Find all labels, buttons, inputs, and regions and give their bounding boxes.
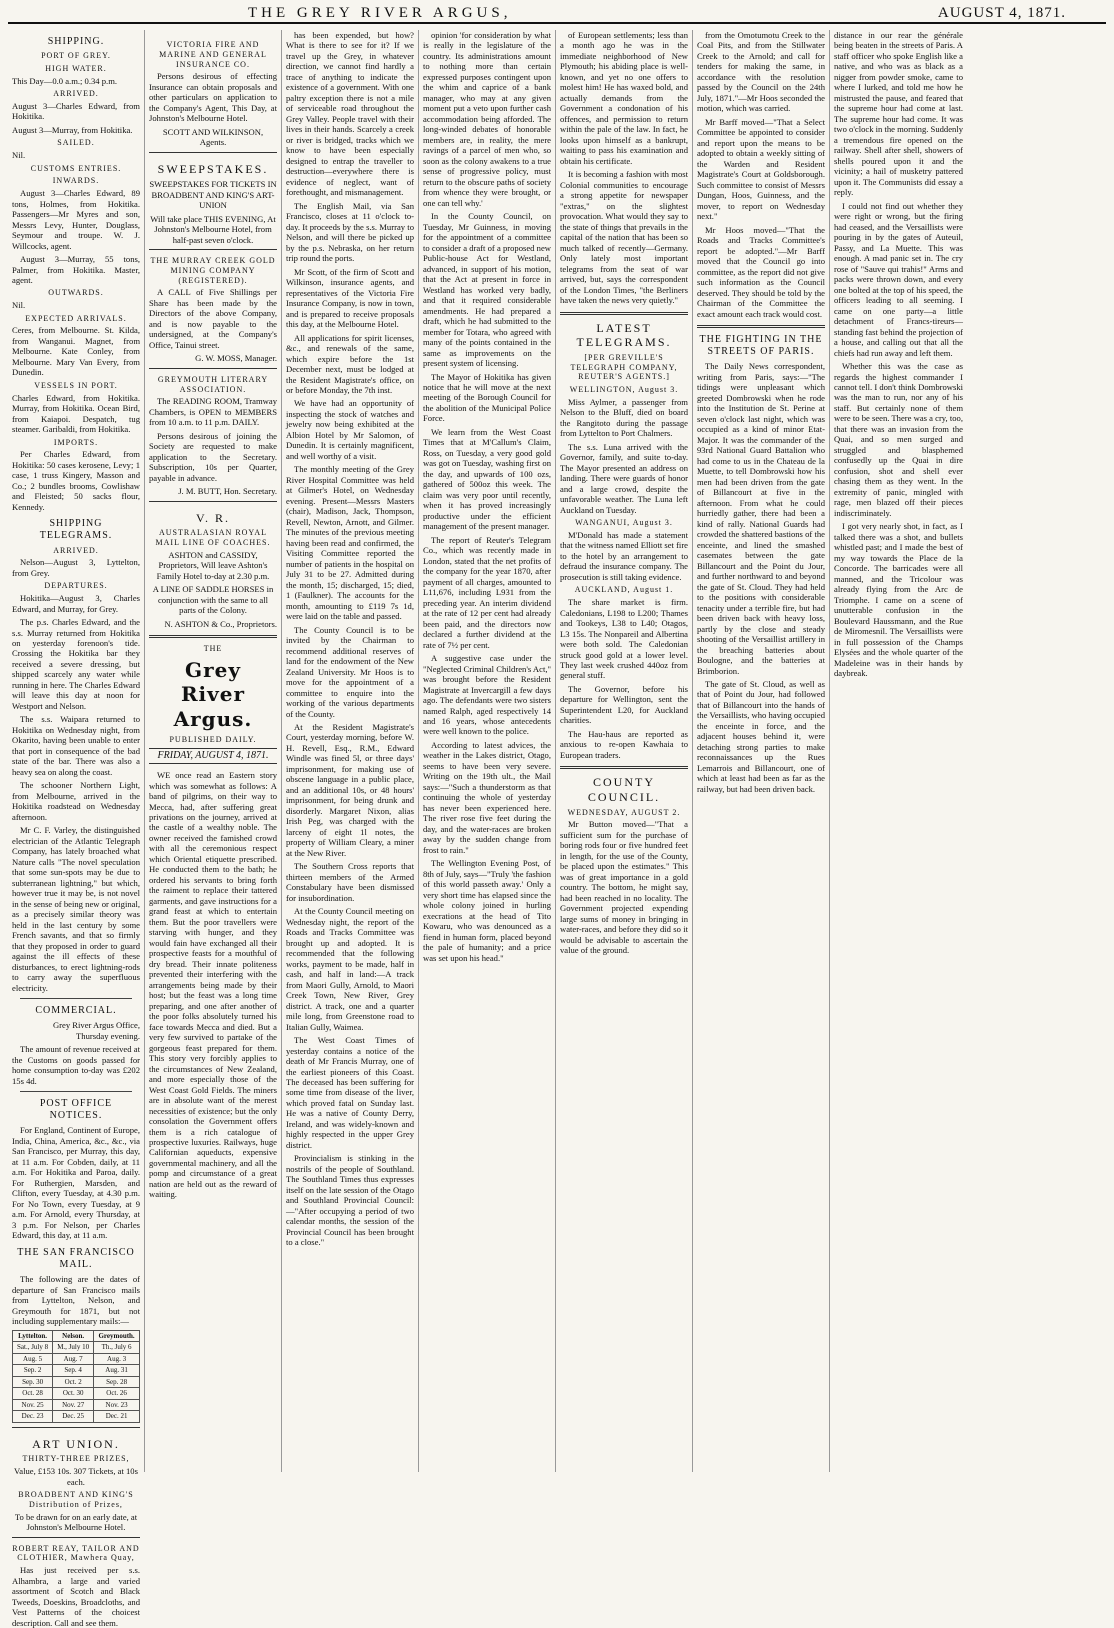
divider	[697, 325, 825, 328]
table-row	[13, 1353, 140, 1365]
column-1	[8, 30, 145, 1628]
divider	[20, 1091, 132, 1092]
article-paragraph: I got very nearly shot, in fact, as I talked there was a shot, and bullets whistled past; and I made the best of my way towards the Place de la Concorde. The barricades were all manned, and the Tricolour was already flying from the Arc de Triomphe. I came on a scene of unutterable confusion in the Boulevard Haussmann, and the Rue de Miromesnil. The Versaillists were in full possession of the Champs Elysées and the whole quarter of the Madeleine was in their hands by daybreak.	[834, 521, 963, 679]
latest-telegrams-subheading: [PER GREVILLE'S TELEGRAPH COMPANY, REUTER'S AGENTS.]	[570, 352, 678, 382]
table-cell: Nov. 27	[53, 1399, 94, 1411]
vr-heading: V. R.	[195, 510, 231, 525]
shipping-telegrams-arrived: ARRIVED.	[53, 545, 99, 555]
imports-text: Per Charles Edward, from Hokitika: 50 cases kerosene, Levy; 1 case, 1 truss Kingery, Masson and Co.; 2 bundles brooms, Cowlishaw and Fleisted; 50 sacks flour, Kennedy.	[12, 449, 140, 512]
inwards-text: August 3—Charles Edward, 89 tons, Holmes, from Hokitika. Passengers—Mr Myres and son, Messrs Levy, Hunter, Douglass, Seymour and troupe. W. J. Willcocks, agent.	[12, 188, 140, 251]
commercial-office: Grey River Argus Office, Thursday evening.	[52, 1020, 140, 1041]
article-paragraph: The County Council is to be invited by the Chairman to recommend additional reserves of land for the endowment of the New Zealand University. Mr Hoos is to move for the appointment of a committee to enquire into the working of the various departments of the County.	[286, 624, 414, 719]
art-union-ad	[12, 1427, 140, 1533]
table-cell: Sep. 2	[13, 1365, 53, 1377]
article-paragraph: I could not find out whether they were right or wrong, but the firing had ceased, and the Versaillists were pouring in by the gates of Auteuil, Passy, and La Muette. This was enough. A mad panic set in. The cry rose of "Sauve qui trahis!" Arms and packs were thrown down, and every one bolted at the top of his speed, the officers leading to all seeming. I came on one party—a little detachment of Francs-tireurs—standing fast behind the projection of a house, and calling out that all the chiefs had run away and left them.	[834, 200, 963, 358]
arrived-heading: ARRIVED.	[53, 89, 99, 99]
sweepstakes-ad	[149, 152, 277, 246]
fighting-heading: THE FIGHTING IN THE STREETS OF PARIS.	[699, 334, 823, 358]
royal-mail-text: ASHTON and CASSIDY, Proprietors, Will leave Ashton's Family Hotel to-day at 2.30 p.m.	[156, 549, 270, 581]
fighting-text: The Daily News correspondent, writing from Paris, says:—"The tidings were unpleasant which greeted Dombrowski when he rode into the Institution de St. Perine at seven o'clock last night, which was occupied as a kind of minor Etat-Major. It was the commander of the 93rd National Guard Battalion who had come to us in the Chateau de la Muette, to tell Dombrowski how his men had been driven from the gate of Billancourt at five in the afternoon. From what he could hurriedly gather, there had been a kind of rally. National Guards had crowded the shattered bastions of the enceinte, and lined the smashed casemates between the gate Billancourt and the Point du Jour, and further northward to and beyond the gate of St. Cloud. They had held to the positions with considerable tenacity under a terrible fire, but had been driven back with heavy loss, partly by the close and steady shooting of the Versaillist artillery in the breaching batteries about Boulogne, and the batteries at Brimborion.	[697, 361, 825, 676]
table-row	[13, 1376, 140, 1388]
mail-schedule-table	[12, 1330, 140, 1423]
broadbent-heading: BROADBENT AND KING'S Distribution of Prizes,	[18, 1490, 134, 1509]
library-ad	[149, 368, 277, 497]
table-header: Lyttelton.	[13, 1330, 53, 1342]
table-row	[13, 1365, 140, 1377]
prizes-heading: THIRTY-THREE PRIZES,	[22, 1454, 130, 1464]
gold-mining-heading: THE MURRAY CREEK GOLD MINING COMPANY (REGISTERED).	[150, 256, 276, 285]
table-cell: Dec. 25	[53, 1411, 94, 1423]
saddle-text: A LINE OF SADDLE HORSES in conjunction with the same to all parts of the Colony.	[152, 584, 274, 616]
tailor-heading: ROBERT REAY, TAILOR AND CLOTHIER, Mawhera Quay,	[12, 1543, 140, 1563]
table-cell: Th., July 6	[94, 1342, 140, 1354]
table-cell: Aug. 3	[94, 1353, 140, 1365]
article-paragraph: The monthly meeting of the Grey River Hospital Committee was held at Gilmer's Hotel, on Wednesday evening. Present—Messrs Masters (chair), Madison, Jack, Thompson, Revell, Newton, Arnott, and Gilmer. The minutes of the previous meeting having been read and confirmed, the Visiting Committee reported the number of patients in the hospital on July 31 to be 27. Admitted during the month, 15; discharged, 15; died, 1 (Faulkner). The accounts for the month, amounting to £119 7s 1d, were laid on the table and passed.	[286, 464, 414, 622]
county-council-heading: COUNTY COUNCIL.	[587, 775, 661, 804]
sf-mail-heading: THE SAN FRANCISCO MAIL.	[17, 1246, 135, 1270]
insurance-heading: VICTORIA FIRE AND MARINE AND GENERAL INSURANCE CO.	[159, 40, 267, 69]
table-cell: Dec. 21	[94, 1411, 140, 1423]
table-cell: Sat., July 8	[13, 1342, 53, 1354]
table-row	[13, 1342, 140, 1354]
gold-mining-text: A CALL of Five Shillings per Share has been made by the Directors of the above Company, and is now payable to the undersigned, at the Company's Office, Tainui street.	[149, 287, 277, 350]
port-heading: PORT OF GREY.	[41, 51, 111, 61]
shipping-para-2: The s.s. Waipara returned to Hokitika on Wednesday night, from Okarito, having been unable to enter that port in consequence of the bad state of the bar. There was also a heavy sea on along the coast.	[12, 714, 140, 777]
sweepstakes-heading: SWEEPSTAKES.	[157, 161, 269, 176]
auckland-dateline: AUCKLAND, August 1.	[574, 585, 674, 595]
tailor-text: Has just received per s.s. Alhambra, a large and varied assortment of Scotch and Black Tweeds, Doeskins, Broadcloths, and Vest Patterns of the choicest description. Call and see them.	[12, 1565, 140, 1628]
shipping-telegrams-heading: SHIPPING TELEGRAMS.	[39, 518, 113, 542]
telegram-text: M'Donald has made a statement that the witness named Elliott set fire to the hotel by an arrangement to defraud the insurance company. The prosecution is still taking evidence.	[560, 529, 688, 582]
wanganui-dateline: WANGANUI, August 3.	[575, 518, 673, 528]
table-cell: Sep. 28	[94, 1376, 140, 1388]
article-paragraph: All applications for spirit licenses, &c., and renewals of the same, which expire before the 1st December next, must be lodged at the Resident Magistrate's office, on or before Monday, the 7th inst.	[286, 332, 414, 395]
article-paragraph: distance in our rear the générale being beaten in the streets of Paris. A staff officer who spoke English like a native, and who was as black as a nigger from powder smoke, came to where I lurked, and told me how he mistrusted the pause, and feared that the supreme hour had come at last. The supreme hour had come. It was two o'clock in the morning. Suddenly a tremendous fire opened on the railway. Shell after shell, showers of shells poured upon it and the vicinity; a hail of musketry pattered upon it. The Communists did essay a reply.	[834, 30, 964, 198]
article-paragraph: Mr Hoos moved—"That the Roads and Tracks Committee's report be adopted."—Mr Barff moved that the Council go into committee, as the report did not give such information as the Council deserved. They should be told by the Chairman of the Committee the exact amount each track would cost.	[697, 224, 825, 319]
columns	[8, 30, 1106, 1628]
commercial-heading: COMMERCIAL.	[35, 1004, 117, 1016]
article-paragraph: The English Mail, via San Francisco, closes at 11 o'clock to-day. It proceeds by the s.s. Murray to Nelson, and will there be picked up by the p.s. Nebraska, on her return trip round the ports.	[286, 200, 414, 264]
nameplate-the: THE	[203, 644, 223, 654]
article-paragraph: The Southern Cross reports that thirteen members of the Armed Constabulary have been dismissed for insubordination.	[286, 861, 414, 903]
inwards-heading: INWARDS.	[52, 176, 100, 186]
masthead	[8, 4, 1106, 24]
shipping-telegrams-text: Nelson—August 3, Lyttelton, from Grey.	[12, 557, 140, 578]
county-council-text: Mr Button moved—"That a sufficient sum for the purchase of boring rods four or five hundred feet in length, for the use of the County, be placed upon the estimates." This was of great importance in a gold country. The bottom, he might say, had been reached in no locality. The Government projected expending large sums of money in bringing in water-races, and before they did so it would be advisable to ascertain the value of the ground.	[560, 819, 688, 956]
table-header: Greymouth.	[94, 1330, 140, 1342]
article-paragraph: Mr Barff moved—"That a Select Committee be appointed to consider and report upon the means to be adopted to obtain a weekly sitting of the Warden and Resident Magistrate's Court at Goldsborough. Such committee to consist of Messrs Dungan, Hoos, Guinness, and the mover, to report on Wednesday next."	[697, 116, 825, 222]
commercial-text: The amount of revenue received at the Customs on goods passed for home consumption to-day was £202 15s 4d.	[12, 1044, 140, 1086]
broadbent-text: To be drawn for on an early date, at Johnston's Melbourne Hotel.	[14, 1511, 138, 1533]
wellington-dateline: WELLINGTON, August 3.	[569, 385, 679, 395]
vessels-text: Charles Edward, from Hokitika. Murray, from Hokitika. Ocean Bird, from Kaiapoi. Despatch, tug steamer. Garibaldi, from Hokitika.	[12, 392, 140, 435]
post-office-heading: POST OFFICE NOTICES.	[39, 1098, 113, 1122]
table-cell: Aug. 7	[53, 1353, 94, 1365]
telegram-text: Miss Aylmer, a passenger from Nelson to the Bluff, died on board the Rangitoto during the passage from Lyttelton to Port Chalmers.	[560, 396, 688, 439]
table-row	[13, 1388, 140, 1400]
divider	[20, 998, 132, 999]
sailed-heading: SAILED.	[57, 138, 95, 148]
outwards-text: Nil.	[12, 300, 26, 311]
expected-text: Ceres, from Melbourne. St. Kilda, from Wanganui. Magnet, from Melbourne. Kate Conley, from Melbourne. Mary Van Every, from Dunedin.	[12, 325, 140, 378]
sailed-text: Nil.	[12, 150, 26, 161]
insurance-agents: SCOTT AND WILKINSON, Agents.	[162, 126, 264, 148]
column-4	[419, 30, 556, 1472]
article-paragraph: The report of Reuter's Telegram Co., which was recently made in London, stated that the net profits of the company for the year 1870, after payment of all charges, amounted to L11,676, including L931 from the preceding year. An interim dividend at the rate of 12 per cent had already been paid, and the directors now declared a further dividend at the rate of 7½ per cent.	[423, 534, 551, 650]
article-paragraph: A suggestive case under the "Neglected Criminal Children's Act," was brought before the Resident Magistrate at Invercargill a few days ago. The defendants were two sisters named Ralph, aged respectively 14 and 16 years, whose antecedents were well known to the police.	[423, 653, 551, 737]
article-paragraph: The Wellington Evening Post, of 8th of July, says—"Truly 'the fashion of this world passeth away.' Only a very short time has elapsed since the whole colony joined in hurling execrations at the head of Tito Kowaru, who was denounced as a fiend in human form, placed beyond the pale of humanity; and a price was set upon his head."	[423, 858, 551, 963]
tailor-ad	[12, 1537, 140, 1628]
article-paragraph: In the County Council, on Tuesday, Mr Guinness, in moving for the appointment of a committee to consider a draft of a proposed new Public-house Act for Westland, advanced, in support of his motion, that the Act at present in force in Westland has worked very badly, and that it required considerable amendments. He had prepared a draft, which he had submitted to the member for Totara, who agreed with many of the points contained in the same as improvements on the present system of licensing.	[423, 211, 551, 369]
table-cell: Aug. 31	[94, 1365, 140, 1377]
table-header-row	[13, 1330, 140, 1342]
insurance-text: Persons desirous of effecting Insurance can obtain proposals and other particulars on application to the Company's Agent, This Day, at Johnston's Melbourne Hotel.	[149, 71, 277, 124]
article-paragraph: We have had an opportunity of inspecting the stock of watches and jewelry now being exhibited at the Albion Hotel by Mr Salomon, of Dunedin. It is certainly magnificent, and well worthy of a visit.	[286, 398, 414, 461]
telegram-text: The s.s. Luna arrived with the Governor, family, and suite to-day. The Mayor presented an address on landing. There were guards of honor and a large crowd, despite the unfavorable weather. The Luna left Auckland on Tuesday.	[560, 441, 688, 515]
article-paragraph: of European settlements; less than a month ago he was in the immediate neighborhood of New Plymouth; his abiding place is well-known, and yet no one offers to molest him! He has waxed bold, and actually demands from the Government a condonation of his offences, and permission to return within the pale of the law. In fact, he looks upon himself as a bankrupt, waiting to pass his examination and obtain his certificate.	[560, 30, 688, 166]
issue-date: AUGUST 4, 1871.	[937, 4, 1066, 21]
imports-heading: IMPORTS.	[53, 437, 99, 447]
insurance-ad	[149, 34, 277, 148]
high-water-heading: HIGH WATER.	[45, 63, 107, 73]
newspaper-title: THE GREY RIVER ARGUS,	[248, 4, 512, 21]
article-paragraph: Mr Scott, of the firm of Scott and Wilkinson, insurance agents, and representatives of the Victoria Fire Insurance Company, is now in town, and is prepared to receive proposals this day, at the Melbourne Hotel.	[286, 266, 414, 330]
column-7	[830, 30, 967, 1472]
library-text: The READING ROOM, Tramway Chambers, is OPEN to MEMBERS from 10 a.m. to 11 p.m. DAILY.	[149, 396, 277, 428]
published-daily: PUBLISHED DAILY.	[169, 735, 257, 745]
article-paragraph: The West Coast Times of yesterday contains a notice of the death of Mr Francis Murray, one of the earliest pioneers of this Coast. The deceased has been suffering for some time from disease of the liver, which proved fatal on Sunday last. He was a native of County Derry, Ireland, and was widely-known and highly respected in the upper Grey district.	[286, 1035, 414, 1150]
table-cell: M., July 10	[53, 1342, 94, 1354]
table-cell: Nov. 25	[13, 1399, 53, 1411]
article-paragraph: Whether this was the case as regards the highest commander I cannot tell. I don't think Dombrowski was the man to run, nor any of his staff. But certainly none of them were to be seen. There was a cry, too, that there was an invasion from the Quai, and so men surged and struggled and blasphemed confusedly up the Quai in dire confusion, shot and shell ever chasing them as they went. In the extremity of panic, mingled with rage, men blazed off their pieces indiscriminately.	[834, 361, 964, 518]
high-water-text: This Day—0.0 a.m.; 0.34 p.m.	[12, 75, 118, 86]
county-council-date: WEDNESDAY, AUGUST 2.	[567, 807, 681, 817]
divider	[560, 766, 688, 769]
leader-article: WE once read an Eastern story which was somewhat as follows: A band of pilgrims, on their way to Mecca, had, after suffering great privations on the journey, arrived at the castle of a wealthy noble. The owner received the famished crowd with all the ceremonious respect which Oriental etiquette prescribed. He conducted them to the bath; he ordered his servants to bring forth the raiment to replace their tattered garments, and gave instructions for a grand feast at which to entertain them. But the poor travellers were starving with hunger, and they would fain have exchanged all their prospective feasts for a mouthful of dry bread. Their innate politeness prevented their interfering with the arrangements being made by their host; but the feast was a long time preparing, and one after another of the poor folks absolutely turned his face towards Mecca and died. But a very few survived to partake of the gorgeous feast prepared for them. This story very forcibly applies to the circumstances of New Zealand, and more especially those of the West Coast Gold Fields. The miners are in absolute want of the merest necessities of existence; but the only consolation the Government offers them is a rich catalogue of prospective luxuries. Railways, huge Californian aqueducts, expensive governmental machinery, and all the pomp and circumstance of a great nation are held out as the reward of waiting.	[149, 770, 277, 1200]
sweepstakes-text: SWEEPSTAKES FOR TICKETS IN BROADBENT AND KING'S ART-UNION	[149, 179, 277, 211]
fighting-text-2: The gate of St. Cloud, as well as that of Point du Jour, had followed that of Billancourt into the hands of the Versaillists, who having occupied the enceinte in force, and the adjacent houses behind it, were detaching strong parties to make reconnaissances up the Rues Lemarrois and Billancourt, one of which at least had been as far as the railway, but had been driven back.	[697, 678, 826, 794]
nameplate: Grey River Argus.	[173, 657, 253, 731]
telegram-text: The Governor, before his departure for Wellington, sent the Superintendent L20, for Auckland charities.	[560, 683, 688, 726]
gold-mining-ad	[149, 249, 277, 364]
table-cell: Sep. 30	[13, 1376, 53, 1388]
article-paragraph: from the Omotumotu Creek to the Coal Pits, and from the Stillwater Creek to the Arnold; and call for tenders for making the same, in accordance with the resolution passed by the Council on the 24th July, 1871."—Mr Hoos seconded the motion, which was carried.	[697, 30, 825, 114]
table-row	[13, 1411, 140, 1423]
shipping-para-3: The schooner Northern Light, from Melbourne, arrived in the Hokitika roadstead on Wednesday afternoon.	[12, 780, 140, 822]
article-paragraph: At the Resident Magistrate's Court, yesterday morning, before W. H. Revell, Esq., R.M., Edward Windle was fined 5l, or three days' imprisonment, for making use of obscene language in a public place, and an additional 10s, or 48 hours' imprisonment, for being drunk and disorderly. Margaret Nixon, alias Irish Peg, was charged with the larceny of eight 1l notes, the property of William Cleary, a miner at the New River.	[286, 722, 414, 858]
article-paragraph: At the County Council meeting on Wednesday night, the report of the Roads and Tracks Committee was brought up and adopted. It is recommended that the following works, payment to be made, half in cash, and half in land:—A track from Maori Gully, Arnold, to Maori Creek Town, New River, Grey district. A track, one and a quarter mile long, from Greenstone road to Italian Gully, Waimea.	[286, 906, 414, 1032]
column-6	[693, 30, 830, 1472]
table-cell: Sep. 4	[53, 1365, 94, 1377]
table-cell: Oct. 2	[53, 1376, 94, 1388]
customs-heading: CUSTOMS ENTRIES.	[30, 163, 122, 173]
leader-dateline: FRIDAY, AUGUST 4, 1871.	[149, 748, 277, 764]
table-row	[13, 1399, 140, 1411]
column-2	[145, 30, 282, 1472]
latest-telegrams-heading: LATEST TELEGRAMS.	[576, 320, 672, 350]
sweepstakes-text-2: Will take place THIS EVENING, At Johnston's Melbourne Hotel, from half-past seven o'clock.	[150, 213, 276, 245]
expected-heading: EXPECTED ARRIVALS.	[25, 313, 127, 323]
library-signature: J. M. BUTT, Hon. Secretary.	[178, 486, 277, 497]
table-cell: Dec. 23	[13, 1411, 53, 1423]
article-paragraph: We learn from the West Coast Times that at M'Callum's Claim, Ross, on Tuesday, a very good gold was got on Tuesday, washing first on the day, and upwards of 100 ozs, gathered of 500oz this week. The claim was very poor until recently, when it has proved increasingly productive under the efficient management of the present manager.	[423, 426, 551, 532]
article-paragraph: It is becoming a fashion with most Colonial communities to encourage a strong appetite for newspaper "extras," on the slightest provocation. What would they say to the state of things that prevails in the capital of the nation that has been so much talked of recently—Germany. Only lately most important telegrams from the seat of war arrived, but, says the correspondent of the London Times, "the Berliners have taken the news very quietly."	[560, 169, 688, 306]
vessels-heading: VESSELS IN PORT.	[34, 380, 118, 390]
column-5	[556, 30, 693, 1472]
sf-mail-text: The following are the dates of departure of San Francisco mails from Lyttelton, Nelson, and Greymouth for 1871, but not including supplementary mails:—	[12, 1274, 140, 1327]
telegram-text: The share market is firm. Caledonians, L198 to L200; Thames and Tookeys, L38 to L40; Otagos, L3 15s. The Nonpareil and Albertina were both sold. The Caledonian struck good gold at a lower level. They last week crushed 440oz from general stuff.	[560, 597, 688, 681]
gold-mining-signature: G. W. MOSS, Manager.	[195, 353, 277, 364]
arrived-text-2: August 3—Murray, from Hokitika.	[12, 124, 133, 135]
article-paragraph: has been expended, but how? What is there to see for it? If we travel up the Grey, in whatever direction, we cannot find hardly a trace of anything to indicate the existence of a government. With one paltry exception there is not a mile of serviceable road throughout the Grey Valley. People travel with their lives in their hands. Scarcely a creek or river is bridged, tracks which we know to have been especially designed to entrap the traveller to destruction—everywhere there is evidence of neglect, want of forethought, and mismanagement.	[286, 30, 414, 198]
table-cell: Oct. 28	[13, 1388, 53, 1400]
saddle-signature: N. ASHTON & Co., Proprietors.	[164, 618, 277, 629]
table-cell: Nov. 23	[94, 1399, 140, 1411]
table-header: Nelson.	[53, 1330, 94, 1342]
shipping-para-1: The p.s. Charles Edward, and the s.s. Murray returned from Hokitika on yesterday forenoon's tide. Crossing the Hokitika bar they received a severe dressing, but shipped scarcely any water while running in here. The Charles Edward will leave this day at noon for Westport and Nelson.	[12, 617, 140, 711]
departures-text: Hokitika—August 3, Charles Edward, and Murray, for Grey.	[12, 593, 140, 614]
article-paragraph: Provincialism is stinking in the nostrils of the people of Southland. The Southland Times thus expresses itself on the late session of the Otago and Southland Provincial Council:—"After occupying a period of two calendar months, the session of the Provincial Council has been brought to a close."	[286, 1153, 414, 1248]
royal-mail-heading: AUSTRALASIAN ROYAL MAIL LINE OF COACHES.	[155, 528, 271, 548]
column-3	[282, 30, 419, 1472]
table-cell: Oct. 26	[94, 1388, 140, 1400]
arrived-text: August 3—Charles Edward, from Hokitika.	[12, 100, 140, 122]
outwards-heading: OUTWARDS.	[48, 288, 104, 298]
prizes-value: Value, £153 10s. 307 Tickets, at 10s each.	[14, 1466, 138, 1487]
article-paragraph: opinion 'for consideration by what is really in the legislature of the country. Its administrations amount to nothing more than certain expressed purposes contingent upon the whim and caprice of a bank manager, who may at any given moment put a veto upon further cash accommodation being afforded. The long-winded debates of honorable members are, in reality, the mere ravings of a parcel of men who, so soon as the colony awakens to a true sense of progressive policy, must return to the obscure paths of society from whence they were brought, or one can tell why.'	[423, 30, 551, 208]
telegram-text: The Hau-haus are reported as anxious to re-open Kawhaia to European traders.	[560, 728, 688, 760]
library-text-2: Persons desirous of joining the Society are requested to make application to the Secretary. Subscription, 10s per Quarter, payable in advance.	[149, 430, 277, 483]
art-union-heading: ART UNION.	[32, 1436, 120, 1451]
article-paragraph: According to latest advices, the weather in the Lakes district, Otago, seems to have been very severe. Writing on the 19th ult., the Mail says:—"Such a thunderstorm as that continuing the whole of yesterday has never been experienced here. The river rose five feet during the day, and the water-races are broken away by the sudden change from frost to rain."	[423, 739, 551, 855]
article-paragraph: The Mayor of Hokitika has given notice that he will move at the next meeting of the Borough Council for the abolition of the Municipal Police Force.	[423, 371, 551, 424]
library-heading: GREYMOUTH LITERARY ASSOCIATION.	[157, 374, 269, 394]
shipping-heading: SHIPPING.	[47, 36, 105, 47]
divider	[560, 312, 688, 315]
table-cell: Oct. 30	[53, 1388, 94, 1400]
shipping-para-4: Mr C. F. Varley, the distinguished electrician of the Atlantic Telegraph Company, has lately broached what Nature calls "The novel speculation that some sun-spots may be due to subterranean lightning," but which, however true it may be, is not novel in the sense of being new or original, as a precisely similar theory was held in the last century by some French savants, and that so firmly that they proposed in order to guard against the ill effects of these disturbances, to erect lightning-rods to carry away the superfluous electricity.	[12, 825, 140, 993]
departures-heading: DEPARTURES.	[44, 581, 108, 591]
post-office-text: For England, Continent of Europe, India, China, America, &c., &c., via San Francisco, per Murray, this day, at 11 a.m. For Cobden, daily, at 11 a.m. For Hokitika and Paroa, daily. For Ruthergien, Marsden, and Clifton, every Tuesday, at 4.30 p.m. For No Town, every Tuesday, at 9 a.m. For Arnold, every Thursday, at 3 p.m. For Nelson, per Charles Edward, this day, at 11 a.m.	[12, 1125, 140, 1241]
table-cell: Aug. 5	[13, 1353, 53, 1365]
divider	[149, 635, 277, 638]
royal-mail-ad	[149, 501, 277, 630]
inwards-text-2: August 3—Murray, 55 tons, Palmer, from Hokitika. Master, agent.	[12, 254, 140, 285]
